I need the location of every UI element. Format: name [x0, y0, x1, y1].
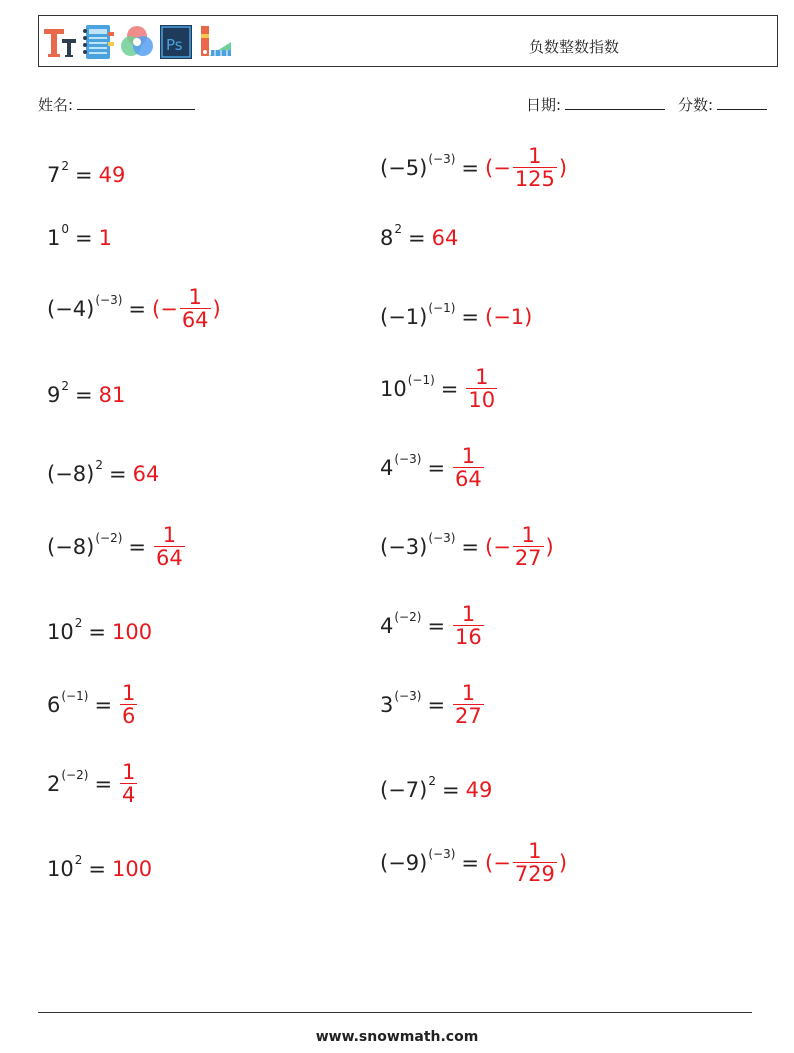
problem-base: 10	[380, 376, 407, 401]
problem-5	[47, 286, 221, 331]
problem-7	[47, 379, 126, 407]
fraction-numerator: 1	[461, 444, 476, 468]
fraction-denominator: 27	[455, 704, 482, 728]
fraction-denominator: 16	[455, 625, 482, 649]
close-paren: )	[212, 296, 221, 321]
fraction-numerator: 1	[461, 681, 476, 705]
answer-fraction	[513, 524, 544, 569]
color-circles-icon	[119, 22, 155, 62]
answer-fraction	[453, 445, 484, 490]
fraction-numerator: 1	[461, 602, 476, 626]
answer-fraction	[513, 840, 557, 885]
problem-exponent: (−3)	[394, 451, 422, 466]
answer	[464, 366, 499, 411]
answer	[152, 524, 187, 569]
fraction-denominator: 729	[514, 862, 555, 886]
problem-exponent: (−1)	[428, 301, 456, 315]
problem-base: 10	[47, 857, 74, 881]
photoshop-icon	[158, 22, 194, 62]
problem-exponent: 2	[61, 159, 70, 173]
problem-exponent: 2	[74, 616, 83, 630]
close-paren: )	[545, 534, 554, 559]
name-blank[interactable]	[77, 95, 195, 110]
problem-exponent: 0	[61, 222, 70, 236]
equals-sign: =	[427, 692, 446, 717]
problem-11	[47, 524, 187, 569]
problem-exponent: 2	[428, 774, 436, 788]
name-label: 姓名:	[38, 96, 74, 114]
equals-sign: =	[441, 778, 460, 802]
answer	[485, 840, 567, 885]
fraction-denominator: 4	[122, 783, 136, 807]
problem-13	[47, 616, 153, 644]
close-paren: )	[558, 850, 568, 875]
problem-base: 10	[47, 620, 74, 644]
problem-base: (−8)	[47, 534, 95, 559]
problem-16	[380, 682, 486, 727]
answer	[152, 286, 221, 331]
answer-value: 100	[111, 857, 153, 881]
answer	[432, 226, 459, 250]
fraction-numerator: 1	[475, 365, 489, 389]
problem-base: 7	[47, 163, 61, 187]
problem-exponent: (−3)	[428, 530, 456, 545]
problem-exponent: (−1)	[407, 372, 435, 387]
answer-value: 100	[111, 620, 153, 644]
equals-sign: =	[94, 771, 113, 796]
problem-20	[380, 840, 567, 885]
equals-sign: =	[94, 692, 113, 717]
close-paren: )	[558, 155, 568, 180]
problem-10	[380, 445, 486, 490]
answer	[118, 761, 139, 806]
problem-4	[380, 222, 459, 250]
open-paren: (−	[485, 534, 511, 559]
answer-fraction	[453, 682, 484, 727]
answer	[451, 603, 486, 648]
fraction-denominator: 64	[156, 546, 183, 570]
answer-fraction	[120, 761, 137, 806]
answer-fraction	[154, 524, 185, 569]
problem-exponent: (−2)	[95, 530, 123, 545]
footer-url: www.snowmath.com	[315, 1029, 479, 1045]
problem-3	[47, 222, 112, 250]
problem-base: 4	[380, 613, 394, 638]
answer	[133, 462, 160, 486]
answer	[485, 305, 532, 329]
problem-12	[380, 524, 554, 569]
problem-base: (−1)	[380, 305, 428, 329]
equals-sign: =	[88, 620, 106, 644]
problem-base: (−9)	[380, 850, 428, 875]
answer-value: 49	[98, 163, 126, 187]
problem-exponent: 2	[61, 379, 70, 393]
problem-base: (−7)	[380, 778, 428, 802]
problem-base: 3	[380, 692, 394, 717]
answer	[485, 524, 554, 569]
answer-value: 81	[98, 383, 126, 407]
answer-fraction	[466, 366, 497, 411]
problem-exponent: 2	[74, 853, 83, 867]
fraction-numerator: 1	[528, 839, 542, 863]
date-label: 日期:	[526, 96, 562, 114]
fraction-denominator: 125	[514, 167, 555, 191]
equals-sign: =	[427, 613, 446, 638]
answer	[112, 620, 152, 644]
equals-sign: =	[461, 155, 480, 180]
answer	[451, 445, 486, 490]
problem-exponent: (−3)	[394, 688, 422, 703]
name-field	[38, 94, 195, 115]
open-paren: (−	[152, 296, 178, 321]
answer	[99, 226, 112, 250]
fraction-numerator: 1	[188, 285, 202, 309]
problem-base: 2	[47, 771, 61, 796]
answer	[112, 857, 152, 881]
problem-8	[380, 366, 499, 411]
answer-fraction	[513, 145, 557, 190]
equals-sign: =	[461, 534, 480, 559]
equals-sign: =	[128, 296, 147, 321]
problem-base: (−3)	[380, 534, 428, 559]
problem-9	[47, 458, 160, 486]
problem-17	[47, 761, 139, 806]
date-field	[526, 94, 665, 115]
problem-exponent: (−2)	[394, 609, 422, 624]
answer	[99, 383, 126, 407]
date-blank[interactable]	[565, 95, 665, 110]
equals-sign: =	[440, 376, 459, 401]
answer-value: 64	[431, 226, 459, 250]
problem-18	[380, 774, 493, 802]
problem-base: 4	[380, 455, 394, 480]
problem-base: 9	[47, 383, 61, 407]
problem-exponent: (−3)	[428, 151, 456, 166]
fraction-denominator: 27	[514, 546, 542, 570]
problem-base: (−8)	[47, 462, 95, 486]
fraction-numerator: 1	[162, 523, 177, 547]
fraction-numerator: 1	[122, 760, 136, 784]
answer-fraction	[120, 682, 137, 727]
equals-sign: =	[88, 857, 106, 881]
fraction-numerator: 1	[122, 681, 136, 705]
design-tools-icon	[197, 22, 233, 62]
problem-15	[47, 682, 139, 727]
score-blank[interactable]	[717, 95, 767, 110]
problem-exponent: (−3)	[95, 292, 123, 307]
answer	[466, 778, 493, 802]
problem-exponent: (−1)	[61, 688, 89, 703]
equals-sign: =	[108, 462, 127, 486]
problem-1	[47, 159, 126, 187]
problem-base: 6	[47, 692, 61, 717]
problem-exponent: 2	[394, 222, 403, 236]
problem-exponent: (−2)	[61, 767, 89, 782]
problem-base: (−4)	[47, 296, 95, 321]
header-icons	[41, 20, 233, 64]
problem-base: (−5)	[380, 155, 428, 180]
problem-exponent: 2	[95, 458, 103, 472]
score-label: 分数:	[678, 96, 714, 114]
open-paren: (−	[485, 850, 511, 875]
answer	[485, 145, 567, 190]
problem-19	[47, 853, 153, 881]
equals-sign: =	[427, 455, 446, 480]
answer-fraction	[180, 286, 211, 331]
problem-base: 8	[380, 226, 394, 250]
score-field	[678, 94, 767, 115]
open-paren: (−	[485, 155, 511, 180]
text-tool-icon	[41, 22, 77, 62]
svg-text:Ps: Ps	[166, 36, 183, 54]
answer-value: 1	[98, 226, 112, 250]
footer-divider	[38, 1012, 752, 1013]
answer-value: (−1)	[485, 305, 533, 329]
fraction-numerator: 1	[521, 523, 535, 547]
equals-sign: =	[461, 850, 480, 875]
answer	[118, 682, 139, 727]
answer-fraction	[453, 603, 484, 648]
answer	[451, 682, 486, 727]
problem-2	[380, 145, 567, 190]
answer-value: 49	[465, 778, 493, 802]
problem-14	[380, 603, 486, 648]
answer-value: 64	[132, 462, 160, 486]
equals-sign: =	[75, 226, 93, 250]
equals-sign: =	[75, 383, 93, 407]
equals-sign: =	[408, 226, 426, 250]
worksheet-header	[38, 15, 778, 67]
problem-6	[380, 301, 533, 329]
fraction-denominator: 64	[181, 308, 209, 332]
notebook-icon	[80, 22, 116, 62]
equals-sign: =	[128, 534, 147, 559]
page-title: 负数整数指数	[529, 38, 620, 56]
fraction-numerator: 1	[528, 144, 542, 168]
fraction-denominator: 6	[122, 704, 136, 728]
problem-exponent: (−3)	[428, 846, 456, 861]
fraction-denominator: 64	[455, 467, 482, 491]
answer	[99, 163, 126, 187]
equals-sign: =	[461, 305, 480, 329]
equals-sign: =	[75, 163, 93, 187]
problem-base: 1	[47, 226, 61, 250]
fraction-denominator: 10	[468, 388, 496, 412]
